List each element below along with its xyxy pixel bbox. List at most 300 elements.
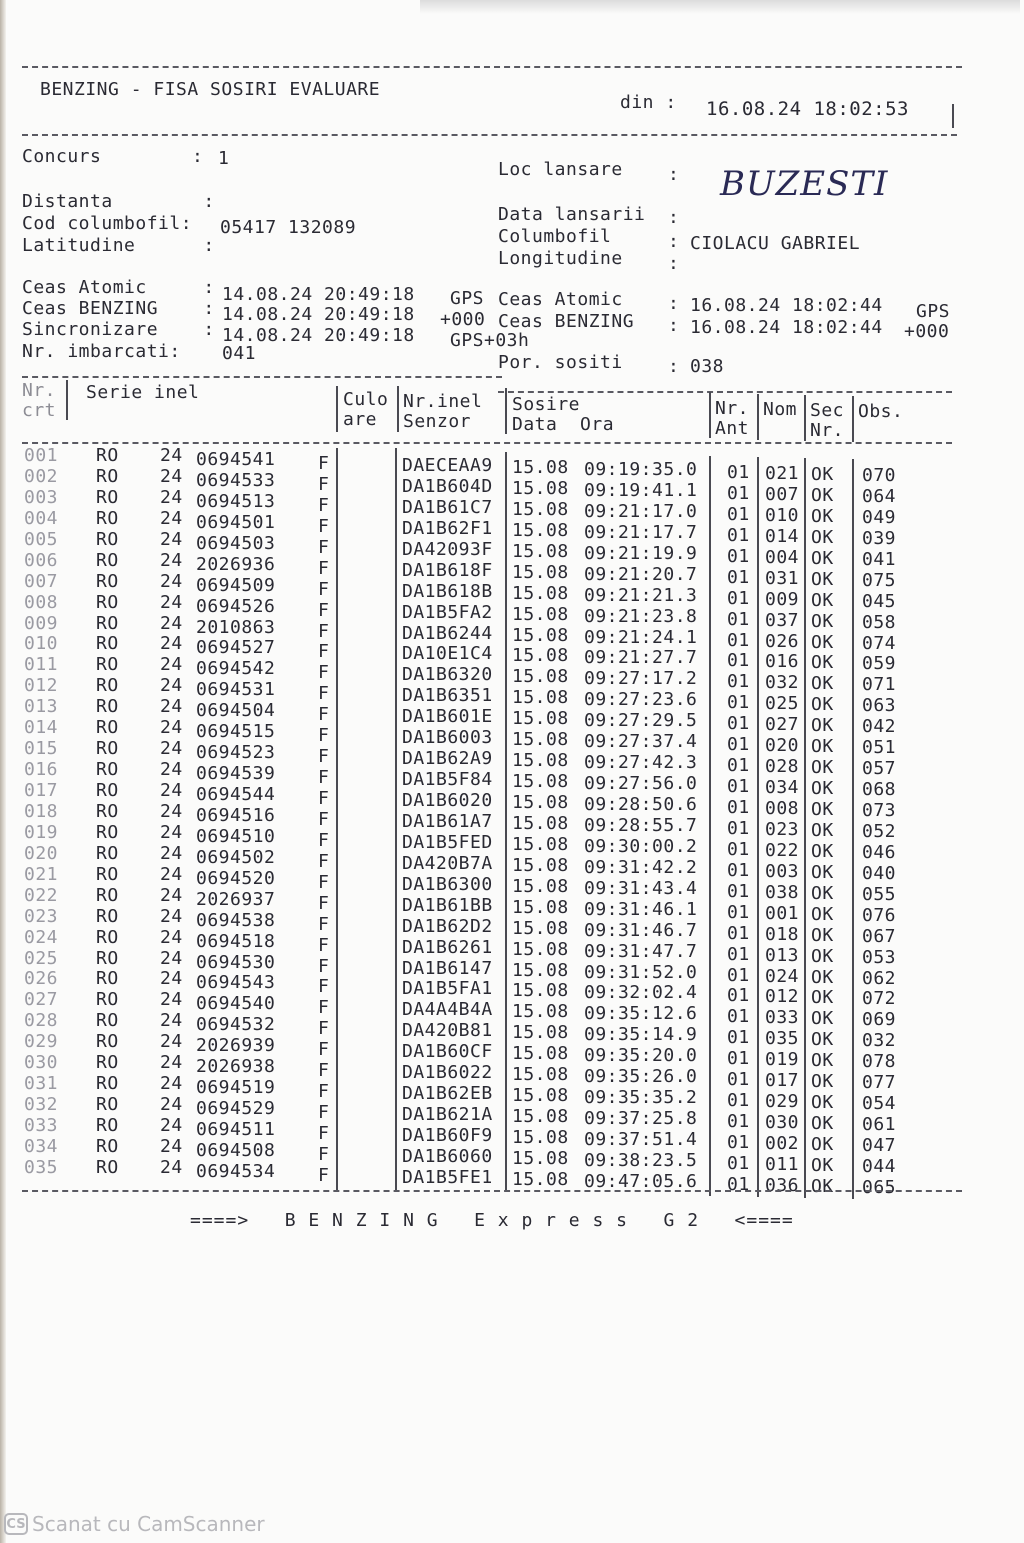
cell-obs: 055	[862, 883, 897, 905]
cell-country: RO	[96, 612, 119, 634]
cell-time: 09:47:05.6	[584, 1170, 698, 1192]
concurs-label: Concurs :	[22, 146, 204, 167]
columbofil-name: CIOLACU GABRIEL	[690, 233, 861, 254]
cell-country: RO	[96, 570, 119, 592]
cell-nom: 028	[765, 756, 800, 778]
cell-sex: F	[318, 913, 330, 935]
cell-idx: 001	[24, 445, 59, 466]
cell-sec: OK	[811, 568, 834, 590]
cell-ring: 0694543	[196, 972, 276, 994]
cell-nom: 024	[765, 965, 800, 987]
cell-obs: 068	[862, 779, 897, 801]
cell-sensor: DA1B60CF	[402, 1041, 493, 1063]
right-ceas-atomic-value: 16.08.24 18:02:44	[690, 295, 883, 316]
sincronizare-label: Sincronizare :	[22, 319, 215, 340]
cell-nom: 017	[765, 1070, 800, 1092]
cell-ring: 0694518	[196, 930, 276, 952]
cell-country: RO	[96, 486, 119, 508]
cell-nom: 025	[765, 693, 800, 715]
cell-sensor: DA1B6147	[402, 957, 493, 979]
cell-ant: 01	[727, 608, 750, 630]
cell-ring: 0694520	[196, 867, 276, 889]
cell-time: 09:37:51.4	[584, 1129, 698, 1150]
cell-year: 24	[160, 549, 183, 571]
cell-idx: 024	[24, 926, 59, 948]
cell-date: 15.08	[512, 750, 569, 772]
cell-time: 09:31:52.0	[584, 961, 698, 983]
cell-nom: 033	[765, 1007, 800, 1029]
cell-time: 09:21:23.8	[584, 605, 698, 627]
cell-sensor: DA1B5FE1	[402, 1166, 493, 1188]
cell-sex: F	[318, 997, 330, 1019]
cell-time: 09:21:21.3	[584, 584, 698, 606]
cell-sensor: DA1B61A7	[402, 810, 493, 832]
cell-date: 15.08	[512, 959, 569, 981]
cell-sex: F	[318, 850, 330, 872]
cell-sex: F	[318, 1143, 330, 1165]
cell-ring: 0694531	[196, 679, 276, 701]
cell-sensor: DA1B6300	[402, 873, 493, 895]
cell-obs: 057	[862, 758, 897, 780]
right-ceas-benzing-note: +000	[904, 321, 950, 342]
cell-obs: 053	[862, 946, 897, 968]
cell-date: 15.08	[512, 875, 569, 897]
cell-date: 15.08	[512, 540, 569, 562]
cell-ring: 0694516	[196, 804, 276, 826]
cell-sec: OK	[811, 819, 834, 841]
cell-date: 15.08	[512, 938, 569, 960]
cell-year: 24	[160, 591, 183, 613]
cell-sex: F	[318, 808, 330, 830]
cell-ant: 01	[727, 755, 750, 777]
loc-lansare-label: Loc lansare	[498, 159, 623, 180]
cell-year: 24	[160, 612, 183, 634]
cell-ant: 01	[727, 692, 750, 714]
col-separator-5	[709, 392, 711, 438]
divider-table-bottom	[22, 1190, 962, 1192]
cell-sex: F	[318, 641, 330, 663]
cell-obs: 067	[862, 925, 897, 947]
cell-sec: OK	[811, 484, 834, 506]
cell-country: RO	[96, 696, 119, 718]
cod-columbofil-value: 05417 132089	[220, 217, 357, 238]
footer-left-arrow: ====>	[190, 1210, 250, 1231]
cell-nom: 001	[765, 902, 800, 924]
col-nr-inel-1: Nr.inel	[403, 391, 483, 412]
cell-year: 24	[160, 759, 183, 781]
cell-country: RO	[96, 654, 119, 676]
cell-nom: 002	[765, 1133, 800, 1154]
cell-sex: F	[318, 494, 330, 516]
cell-ant: 01	[727, 1027, 750, 1049]
cell-country: RO	[96, 905, 119, 927]
cell-ant: 01	[727, 503, 750, 525]
cell-idx: 008	[24, 591, 59, 613]
cell-time: 09:19:41.1	[584, 479, 698, 501]
cell-sec: OK	[811, 736, 834, 758]
cell-country: RO	[96, 780, 119, 801]
cell-nom: 011	[765, 1153, 800, 1175]
cell-date: 15.08	[512, 561, 569, 583]
cell-obs: 064	[862, 485, 897, 507]
cell-year: 24	[160, 570, 183, 592]
cell-sensor: DA1B618F	[402, 559, 493, 581]
cell-country: RO	[96, 1135, 119, 1157]
cell-sec: OK	[811, 1050, 834, 1072]
cell-sec: OK	[811, 840, 834, 862]
cell-country: RO	[96, 842, 119, 864]
cell-obs: 072	[862, 988, 897, 1010]
cell-time: 09:31:43.4	[584, 877, 698, 899]
divider-header	[22, 134, 957, 136]
cell-year: 24	[160, 1010, 183, 1032]
cell-country: RO	[96, 926, 119, 948]
cell-time: 09:27:17.2	[584, 668, 698, 690]
cell-sensor: DA1B6003	[402, 727, 493, 749]
right-ceas-atomic-note: GPS	[916, 301, 951, 322]
cell-ring: 0694502	[196, 846, 276, 868]
cell-nom: 037	[765, 609, 800, 631]
cell-nom: 022	[765, 839, 800, 861]
cell-time: 09:19:35.0	[584, 459, 698, 480]
cell-obs: 046	[862, 841, 897, 863]
din-label: din :	[620, 92, 677, 113]
cell-idx: 016	[24, 759, 59, 781]
cell-sec: OK	[811, 610, 834, 632]
longitudine-colon: :	[668, 253, 680, 274]
col-sec-1: Sec	[810, 400, 845, 421]
cell-sec: OK	[811, 547, 834, 569]
cell-date: 15.08	[512, 792, 569, 813]
cell-ring: 0694534	[196, 1160, 276, 1182]
cell-ring: 0694504	[196, 700, 276, 722]
cell-year: 24	[160, 926, 183, 948]
right-ceas-benzing-label: Ceas BENZING	[498, 311, 635, 332]
sositi-value: 038	[690, 356, 725, 377]
cell-nom: 014	[765, 525, 800, 547]
cell-obs: 065	[862, 1176, 897, 1198]
cell-sex: F	[318, 453, 330, 474]
cell-nom: 008	[765, 798, 800, 819]
cell-year: 24	[160, 528, 183, 550]
cell-year: 24	[160, 821, 183, 843]
cell-country: RO	[96, 1115, 119, 1136]
cell-ant: 01	[727, 1173, 750, 1195]
cell-sensor: DA1B5FA2	[402, 601, 493, 623]
cell-obs: 041	[862, 548, 897, 570]
cell-ring: 0694533	[196, 469, 276, 491]
data-lansarii-colon: :	[668, 207, 680, 228]
cell-time: 09:31:46.1	[584, 898, 698, 920]
cell-idx: 030	[24, 1052, 59, 1074]
cell-idx: 028	[24, 1010, 59, 1032]
cell-ring: 0694503	[196, 532, 276, 554]
col-culoare-2: are	[343, 409, 378, 430]
cell-date: 15.08	[512, 645, 569, 667]
cell-sensor: DA1B6261	[402, 936, 493, 958]
cell-sensor: DA420B81	[402, 1020, 493, 1042]
columbofil-colon: :	[668, 231, 680, 252]
cell-date: 15.08	[512, 812, 569, 834]
divider-table-header	[22, 442, 952, 444]
cell-ant: 01	[727, 964, 750, 986]
cell-ant: 01	[727, 776, 750, 798]
cell-idx: 003	[24, 486, 59, 508]
cell-idx: 012	[24, 675, 59, 697]
cell-year: 24	[160, 654, 183, 676]
sincronizare-note: GPS+03h	[450, 330, 530, 351]
footer-model: G 2	[663, 1210, 700, 1231]
cell-ant: 01	[727, 587, 750, 609]
cell-nom: 021	[765, 463, 800, 484]
cell-obs: 078	[862, 1051, 897, 1073]
cell-country: RO	[96, 863, 119, 885]
cell-time: 09:21:17.7	[584, 521, 698, 543]
cell-time: 09:35:14.9	[584, 1024, 698, 1046]
cell-time: 09:27:56.0	[584, 773, 698, 795]
col-serie-inel: Serie inel	[86, 382, 200, 403]
cell-sensor: DA4A4B4A	[402, 999, 493, 1021]
cell-sex: F	[318, 788, 330, 809]
cell-sensor: DA42093F	[402, 538, 493, 560]
imbarcati-label: Nr. imbarcati:	[22, 341, 181, 362]
cell-sensor: DA1B604D	[402, 475, 493, 497]
cell-ring: 0694527	[196, 637, 276, 659]
cell-date: 15.08	[512, 1147, 569, 1169]
cell-sex: F	[318, 767, 330, 789]
cell-date: 15.08	[512, 708, 569, 730]
cell-obs: 070	[862, 465, 897, 486]
cell-time: 09:31:42.2	[584, 856, 698, 878]
cell-nom: 035	[765, 1028, 800, 1050]
cell-ant: 01	[727, 734, 750, 756]
cell-year: 24	[160, 696, 183, 718]
cell-date: 15.08	[512, 1001, 569, 1023]
cell-idx: 010	[24, 633, 59, 655]
cell-year: 24	[160, 1073, 183, 1095]
cell-ring: 0694509	[196, 574, 276, 596]
col-nom: Nom	[763, 399, 798, 420]
cell-time: 09:21:20.7	[584, 563, 698, 585]
cell-ant: 01	[727, 524, 750, 546]
cell-sec: OK	[811, 1071, 834, 1093]
cell-nom: 032	[765, 672, 800, 694]
cell-country: RO	[96, 528, 119, 550]
col-separator-8	[852, 396, 854, 442]
cell-nom: 019	[765, 1049, 800, 1071]
col-separator-6	[757, 394, 759, 440]
cell-obs: 054	[862, 1093, 897, 1115]
cell-sex: F	[318, 1123, 330, 1144]
cell-idx: 029	[24, 1031, 59, 1053]
col-nr-ant-1: Nr.	[715, 398, 750, 419]
cell-country: RO	[96, 717, 119, 739]
cell-country: RO	[96, 465, 119, 487]
cell-nom: 027	[765, 714, 800, 736]
cell-date: 15.08	[512, 833, 569, 855]
cell-idx: 006	[24, 549, 59, 571]
footer-product: E x p r e s s	[474, 1210, 628, 1231]
cell-nom: 026	[765, 630, 800, 652]
cell-ant: 01	[727, 1069, 750, 1091]
cell-time: 09:27:23.6	[584, 689, 698, 711]
data-lansarii-label: Data lansarii	[498, 204, 646, 225]
cell-obs: 052	[862, 820, 897, 842]
cell-date: 15.08	[512, 980, 569, 1002]
loc-lansare-handwritten: BUZESTI	[720, 164, 889, 204]
cell-sec: OK	[811, 757, 834, 779]
cell-ant: 01	[727, 943, 750, 965]
cell-sec: OK	[811, 652, 834, 674]
cell-idx: 004	[24, 507, 59, 529]
cell-sex: F	[318, 746, 330, 768]
cell-ring: 2026937	[196, 888, 276, 910]
cell-ring: 2026939	[196, 1035, 276, 1057]
cell-time: 09:35:20.0	[584, 1045, 698, 1067]
concurs-value: 1	[218, 148, 230, 169]
cell-idx: 031	[24, 1073, 59, 1095]
cell-time: 09:27:29.5	[584, 710, 698, 732]
cell-idx: 025	[24, 947, 59, 969]
cell-obs: 071	[862, 674, 897, 696]
cell-sec: OK	[811, 715, 834, 737]
cell-year: 24	[160, 1031, 183, 1053]
cell-date: 15.08	[512, 666, 569, 688]
divider-info-left	[22, 376, 502, 378]
imbarcati-value: 041	[222, 343, 257, 364]
cell-time: 09:27:42.3	[584, 752, 698, 774]
cell-time: 09:28:50.6	[584, 794, 698, 815]
cell-ant: 01	[727, 1111, 750, 1133]
footer-right-arrow: <====	[734, 1210, 794, 1231]
cell-sec: OK	[811, 861, 834, 883]
cell-idx: 023	[24, 905, 59, 927]
cell-sex: F	[318, 683, 330, 705]
col-nr-crt-1: Nr.	[22, 380, 57, 401]
col-separator-2	[336, 386, 338, 432]
cell-ant: 01	[727, 1132, 750, 1153]
cell-date: 15.08	[512, 854, 569, 876]
cell-idx: 020	[24, 842, 59, 864]
cell-ant: 01	[727, 1006, 750, 1028]
col-sosire-2: Data Ora	[512, 414, 615, 435]
cell-ring: 0694511	[196, 1119, 276, 1140]
cell-nom: 038	[765, 881, 800, 903]
cell-obs: 061	[862, 1114, 897, 1136]
cell-ring: 0694519	[196, 1077, 276, 1099]
cell-idx: 018	[24, 800, 59, 822]
cell-year: 24	[160, 1052, 183, 1074]
cell-obs: 073	[862, 800, 897, 821]
cell-obs: 051	[862, 737, 897, 759]
cell-idx: 015	[24, 738, 59, 760]
cell-ant: 01	[727, 650, 750, 672]
cell-date: 15.08	[512, 624, 569, 646]
header-tick	[952, 104, 954, 128]
cell-ant: 01	[727, 838, 750, 860]
cell-country: RO	[96, 947, 119, 969]
cell-idx: 032	[24, 1094, 59, 1116]
cell-sensor: DA1B62D2	[402, 915, 493, 937]
cell-date: 15.08	[512, 687, 569, 709]
cell-nom: 036	[765, 1174, 800, 1196]
right-ceas-benzing-value: 16.08.24 18:02:44	[690, 317, 883, 338]
ceas-atomic-label: Ceas Atomic :	[22, 277, 215, 298]
cell-obs: 042	[862, 716, 897, 738]
cell-sec: OK	[811, 966, 834, 988]
cell-sensor: DA1B5FA1	[402, 978, 493, 1000]
cell-year: 24	[160, 738, 183, 760]
cell-idx: 014	[24, 717, 59, 739]
cell-year: 24	[160, 842, 183, 864]
cell-year: 24	[160, 507, 183, 529]
cell-ring: 0694530	[196, 951, 276, 973]
cell-obs: 063	[862, 695, 897, 717]
cell-date: 15.08	[512, 477, 569, 499]
cell-idx: 017	[24, 780, 59, 801]
cell-sensor: DA1B6020	[402, 790, 493, 811]
cell-obs: 074	[862, 632, 897, 654]
cell-idx: 013	[24, 696, 59, 718]
cell-sex: F	[318, 704, 330, 726]
cell-ant: 01	[727, 482, 750, 504]
cell-obs: 062	[862, 967, 897, 989]
cell-sensor: DA1B61BB	[402, 894, 493, 916]
cell-nom: 029	[765, 1091, 800, 1113]
cell-country: RO	[96, 821, 119, 843]
divider-top	[22, 66, 962, 68]
cell-sec: OK	[811, 1092, 834, 1114]
cell-idx: 027	[24, 989, 59, 1011]
cell-year: 24	[160, 1135, 183, 1157]
cell-country: RO	[96, 884, 119, 906]
cell-sex: F	[318, 599, 330, 621]
cell-country: RO	[96, 738, 119, 760]
cell-year: 24	[160, 1094, 183, 1116]
cell-nom: 034	[765, 777, 800, 799]
cell-sensor: DA1B6320	[402, 664, 493, 686]
col-sosire-1: Sosire	[512, 394, 581, 415]
cell-time: 09:31:47.7	[584, 940, 698, 962]
cell-date: 15.08	[512, 519, 569, 541]
cell-date: 15.08	[512, 917, 569, 939]
cell-ring: 0694508	[196, 1139, 276, 1161]
cell-sex: F	[318, 536, 330, 558]
cell-sensor: DA420B7A	[402, 852, 493, 874]
cell-country: RO	[96, 989, 119, 1011]
cell-year: 24	[160, 968, 183, 990]
cell-sec: OK	[811, 924, 834, 946]
cell-ant: 01	[727, 545, 750, 567]
col-sec-2: Nr.	[810, 420, 845, 441]
cell-year: 24	[160, 675, 183, 697]
footer-banner	[190, 1210, 794, 1231]
cell-date: 15.08	[512, 1064, 569, 1086]
cell-nom: 023	[765, 818, 800, 840]
divider-info-right	[498, 391, 952, 393]
cell-sex: F	[318, 829, 330, 851]
cod-columbofil-label: Cod columbofil:	[22, 213, 193, 234]
cell-sec: OK	[811, 1175, 834, 1197]
right-ceas-benzing-colon: :	[668, 315, 680, 336]
cell-obs: 058	[862, 611, 897, 633]
cell-nom: 007	[765, 483, 800, 505]
cell-date: 15.08	[512, 729, 569, 751]
cell-date: 15.08	[512, 498, 569, 520]
sositi-label: Por. sositi	[498, 352, 623, 373]
cell-sec: OK	[811, 526, 834, 548]
cell-nom: 031	[765, 567, 800, 589]
